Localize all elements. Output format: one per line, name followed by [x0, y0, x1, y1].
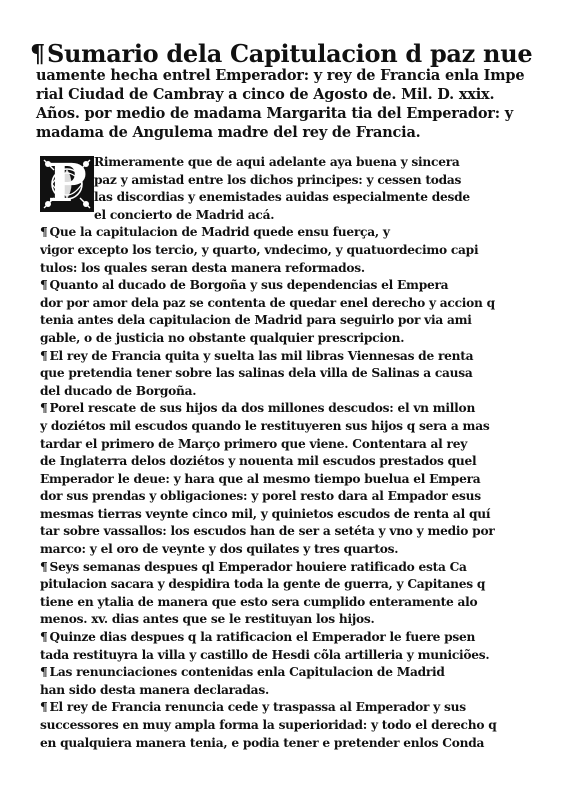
pilcrow-mark: ¶	[40, 700, 48, 715]
line-text: gable, o de justicia no obstante qualquier prescripcion.	[40, 330, 405, 345]
opening-paragraph-lines	[30, 154, 544, 224]
text-line	[40, 277, 544, 295]
text-line	[40, 647, 544, 665]
text-line	[40, 488, 544, 506]
text-line	[40, 295, 544, 313]
text-line	[40, 699, 544, 717]
line-text: tulos: los quales seran desta manera reformados.	[40, 260, 365, 275]
text-line	[40, 383, 544, 401]
line-text: El rey de Francia renuncia cede y traspassa al Emperador y sus	[49, 700, 466, 715]
line-text: El rey de Francia quita y suelta las mil libras Viennesas de renta	[49, 348, 474, 363]
paragraph	[40, 400, 544, 558]
pilcrow-mark: ¶	[40, 225, 48, 240]
text-line: Rimeramente que de aqui adelante aya buena y sincera	[94, 155, 460, 169]
line-text: dor por amor dela paz se contenta de quedar enel derecho y accion q	[40, 295, 495, 310]
text-line	[40, 594, 544, 612]
paragraph	[40, 629, 544, 664]
initial-letter: P	[47, 156, 87, 212]
line-text: marco: y el oro de veynte y dos quilates y tres quartos.	[40, 542, 399, 557]
text-line	[40, 629, 544, 647]
text-line	[40, 436, 544, 454]
paragraph	[40, 277, 544, 347]
text-line	[40, 523, 544, 541]
pilcrow-mark: ¶	[40, 348, 48, 363]
text-line: el concierto de Madrid acá.	[94, 207, 275, 222]
text-line	[40, 541, 544, 559]
text-line	[40, 224, 544, 242]
line-text: que pretendia tener sobre las salinas dela villa de Salinas a causa	[40, 366, 473, 381]
text-line	[40, 330, 544, 348]
paragraph	[40, 664, 544, 699]
text-line	[40, 312, 544, 330]
text-line	[40, 682, 544, 700]
line-text: en qualquiera manera tenia, e podia tener e pretender enlos Conda	[40, 735, 485, 750]
text-line	[40, 735, 544, 753]
line-text: successores en muy ampla forma la superioridad: y todo el derecho q	[40, 718, 497, 732]
line-text: tiene en ytalia de manera que esto sera cumplido enteramente alo	[40, 594, 478, 609]
line-text: tar sobre vassallos: los escudos han de ser a setéta y vno y medio por	[40, 524, 495, 539]
paragraph	[40, 224, 544, 277]
line-text: mesmas tierras veynte cinco mil, y quinietos escudos de renta al quí	[40, 506, 491, 521]
pilcrow-mark: ¶	[40, 278, 48, 293]
line-text: pitulacion sacara y despidira toda la gente de guerra, y Capitanes q	[40, 577, 486, 592]
title-continuation	[30, 66, 544, 142]
line-text: Emperador le deue: y hara que al mesmo tiempo buelua el Empera	[40, 471, 481, 486]
text-line	[40, 400, 544, 418]
text-line	[40, 365, 544, 383]
paragraph	[40, 348, 544, 401]
line-text: tenia antes dela capitulacion de Madrid para seguirlo por via ami	[40, 313, 472, 328]
pilcrow-mark: ¶	[30, 39, 45, 68]
line-text: han sido desta manera declaradas.	[40, 682, 269, 697]
title-block	[30, 39, 544, 142]
line-text: Porel rescate de sus hijos da dos millones descudos: el vn millon	[49, 401, 476, 416]
paragraph	[40, 559, 544, 629]
text-line	[40, 576, 544, 594]
line-text: menos. xv. dias antes que se le restituyan los hijos.	[40, 612, 375, 627]
pilcrow-mark: ¶	[40, 665, 48, 680]
line-text: de Inglaterra delos doziétos y nouenta mil escudos prestados quel	[40, 454, 477, 469]
text-line	[40, 611, 544, 629]
line-text: Quanto al ducado de Borgoña y sus dependencias el Empera	[49, 278, 449, 293]
line-text: Seys semanas despues ql Emperador houiere ratificado esta Ca	[49, 559, 467, 574]
text-line	[40, 242, 544, 260]
body-paragraphs	[30, 224, 544, 752]
text-line	[40, 260, 544, 278]
line-text: Quinze dias despues q la ratificacion el Emperador le fuere psen	[49, 630, 476, 645]
text-line: paz y amistad entre los dichos principes: y cessen todas	[94, 172, 462, 187]
text-line	[40, 348, 544, 366]
line-text: dor sus prendas y obligaciones: y porel resto dara al Empador esus	[40, 489, 481, 504]
text-line: las discordias y enemistades auidas especialmente desde	[94, 190, 470, 205]
pilcrow-mark: ¶	[40, 401, 48, 416]
text-line	[40, 717, 544, 735]
line-text: Que la capitulacion de Madrid quede ensu fuerça, y	[49, 225, 390, 240]
text-line	[40, 559, 544, 577]
text-line	[40, 506, 544, 524]
paragraph	[40, 699, 544, 752]
line-text: tardar el primero de Março primero que viene. Contentara al rey	[40, 436, 468, 451]
line-text: del ducado de Borgoña.	[40, 383, 197, 398]
title-line: madama de Angulema madre del rey de Francia.	[36, 124, 421, 141]
text-line	[40, 471, 544, 489]
line-text: vigor excepto los tercio, y quarto, vndecimo, y quatuordecimo capi	[40, 242, 479, 257]
title-line: uamente hecha entrel Emperador: y rey de Francia enla Impe	[36, 67, 525, 84]
title-line: Años. por medio de madama Margarita tia del Emperador: y	[36, 105, 513, 122]
title-line: Sumario dela Capitulacion d paz nue	[46, 39, 533, 68]
line-text: tada restituyra la villa y castillo de Hesdi cõla artilleria y municiões.	[40, 647, 490, 662]
text-line	[40, 453, 544, 471]
title-line: rial Ciudad de Cambray a cinco de Agosto de. Mil. D. xxix.	[36, 86, 495, 103]
decorated-initial	[40, 156, 94, 212]
text-line	[40, 418, 544, 436]
pilcrow-mark: ¶	[40, 559, 48, 574]
title-first-line	[30, 39, 544, 68]
opening-paragraph	[30, 154, 544, 224]
text-line	[40, 664, 544, 682]
text-block	[30, 39, 544, 752]
line-text: y doziétos mil escudos quando le restituyeren sus hijos q sera a mas	[40, 418, 490, 433]
line-text: Las renunciaciones contenidas enla Capitulacion de Madrid	[49, 665, 445, 680]
pilcrow-mark: ¶	[40, 630, 48, 645]
